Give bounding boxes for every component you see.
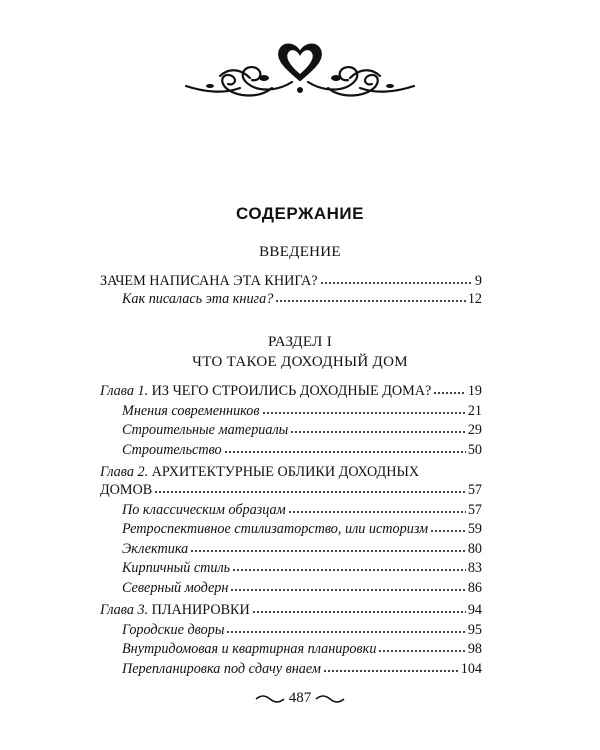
- toc-entry-page: 21: [467, 403, 482, 419]
- swash-left-icon: [255, 694, 285, 704]
- leader-dots: [430, 529, 466, 535]
- toc-entry-page: 98: [467, 641, 482, 657]
- toc-entry-page: 104: [460, 661, 482, 677]
- toc-entry-page: 29: [467, 422, 482, 438]
- toc-entry-page: 57: [467, 482, 482, 498]
- toc-entry-page: 83: [467, 560, 482, 576]
- toc-entry-page: 94: [467, 602, 482, 618]
- toc-entry[interactable]: [122, 620, 482, 640]
- toc-entry-label: Внутридомовая и квартирная планировки: [122, 641, 377, 657]
- chapter-title-line[interactable]: [100, 462, 482, 482]
- chapter-prefix: Глава 1.: [100, 383, 149, 399]
- page-number-footer: [0, 690, 600, 707]
- toc-entry-page: 50: [467, 442, 482, 458]
- swash-right-icon: [315, 694, 345, 704]
- toc-entry-page: 57: [467, 502, 482, 518]
- leader-dots: [232, 568, 466, 574]
- toc-entry-label: Ретроспективное стилизаторство, или историзм: [122, 521, 429, 537]
- intro-heading: ВВЕДЕНИЕ: [259, 244, 341, 260]
- leader-dots: [320, 281, 473, 287]
- toc-entry-label: Перепланировка под сдачу внаем: [122, 661, 321, 677]
- toc-entry[interactable]: [122, 539, 482, 559]
- leader-dots: [378, 649, 465, 655]
- toc-entry[interactable]: [122, 558, 482, 578]
- toc-entry[interactable]: [122, 500, 482, 520]
- chapter-prefix: Глава 2.: [100, 464, 149, 480]
- chapter-title: ИЗ ЧЕГО СТРОИЛИСЬ ДОХОДНЫЕ ДОМА?: [151, 383, 432, 399]
- decorative-ornament: [180, 34, 420, 100]
- leader-dots: [190, 549, 466, 555]
- toc-entry-page: 9: [474, 273, 482, 289]
- chapter-entry[interactable]: [100, 480, 482, 500]
- leader-dots: [262, 411, 466, 417]
- leader-dots: [252, 610, 466, 616]
- section-title: ЧТО ТАКОЕ ДОХОДНЫЙ ДОМ: [192, 354, 408, 370]
- toc-entry-label: Мнения современников: [122, 403, 260, 419]
- toc-entry-page: 86: [467, 580, 482, 596]
- toc-entry[interactable]: [122, 401, 482, 421]
- toc-entry[interactable]: [122, 289, 482, 309]
- toc-entry-label: Эклектика: [122, 541, 189, 557]
- toc-entry-label: Как писалась эта книга?: [122, 291, 274, 307]
- chapter-prefix: Глава 3.: [100, 602, 149, 618]
- leader-dots: [290, 430, 466, 436]
- toc-entry[interactable]: [122, 519, 482, 539]
- leader-dots: [224, 450, 466, 456]
- toc-entry-page: 19: [467, 383, 482, 399]
- chapter-entry[interactable]: [100, 381, 482, 401]
- toc-entry[interactable]: [100, 271, 482, 291]
- toc-entry-label: ЗАЧЕМ НАПИСАНА ЭТА КНИГА?: [100, 273, 318, 289]
- toc-entry-page: 12: [467, 291, 482, 307]
- leader-dots: [323, 669, 459, 675]
- toc-entry-label: По классическим образцам: [122, 502, 286, 518]
- toc-entry-page: 59: [467, 521, 482, 537]
- toc-entry[interactable]: [122, 578, 482, 598]
- leader-dots: [226, 630, 465, 636]
- chapter-entry[interactable]: [100, 600, 482, 620]
- toc-entry-label: Кирпичный стиль: [122, 560, 231, 576]
- toc-entry[interactable]: [122, 420, 482, 440]
- toc-title: СОДЕРЖАНИЕ: [236, 204, 364, 223]
- toc-entry-label: Строительство: [122, 442, 222, 458]
- chapter-title: АРХИТЕКТУРНЫЕ ОБЛИКИ ДОХОДНЫХ: [151, 464, 420, 480]
- leader-dots: [154, 490, 466, 496]
- chapter-title-cont: ДОМОВ: [100, 482, 153, 498]
- leader-dots: [288, 510, 466, 516]
- page-number: 487: [288, 690, 312, 706]
- leader-dots: [275, 299, 466, 305]
- toc-entry[interactable]: [122, 659, 482, 679]
- toc-entry-label: Строительные материалы: [122, 422, 289, 438]
- section-number: РАЗДЕЛ I: [268, 334, 332, 350]
- toc-entry[interactable]: [122, 639, 482, 659]
- leader-dots: [433, 391, 466, 397]
- chapter-title: ПЛАНИРОВКИ: [151, 602, 250, 618]
- toc-entry[interactable]: [122, 440, 482, 460]
- toc-entry-page: 95: [467, 622, 482, 638]
- leader-dots: [230, 588, 465, 594]
- toc-entry-page: 80: [467, 541, 482, 557]
- toc-entry-label: Северный модерн: [122, 580, 229, 596]
- toc-entry-label: Городские дворы: [122, 622, 225, 638]
